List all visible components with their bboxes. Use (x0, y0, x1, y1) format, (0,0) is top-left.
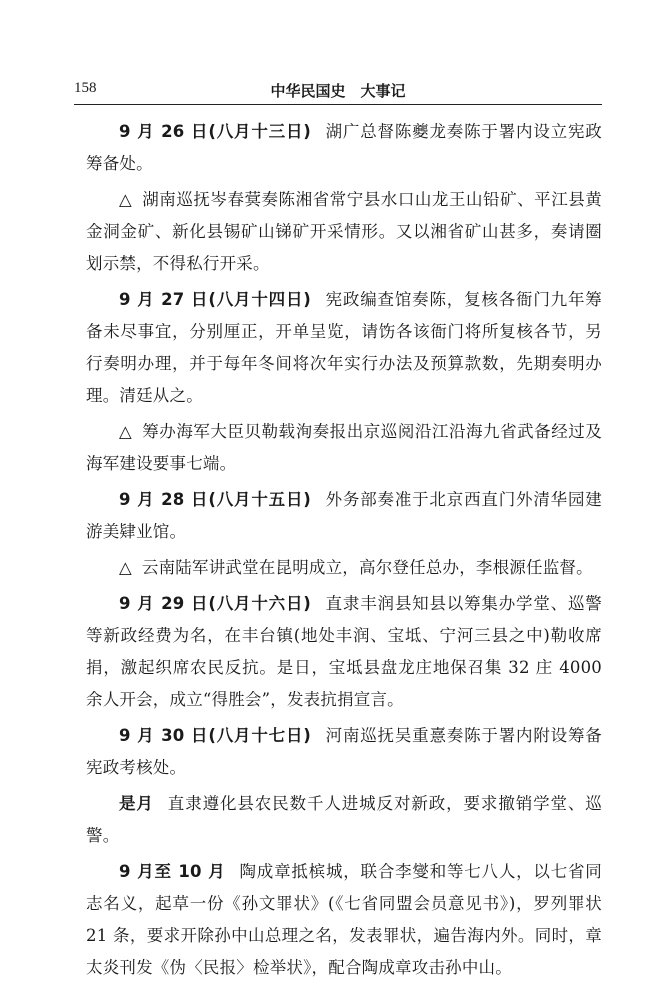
running-header (74, 80, 602, 104)
entry-sep-oct (86, 856, 602, 984)
page-body (86, 116, 602, 988)
entry-sep-26-supplement (86, 184, 602, 280)
entry-date: 9 月至 10 月 (119, 862, 226, 881)
entry-sep-29 (86, 588, 602, 716)
header-rule (74, 104, 602, 105)
entry-text: 外务部奏准于北京西直门外清华园建游美肄业馆。 (86, 490, 602, 541)
entry-text: 河南巡抚吴重憙奏陈于署内附设筹备宪政考核处。 (86, 726, 602, 777)
entry-sep-30 (86, 720, 602, 784)
entry-date: 9 月 29 日(八月十六日) (119, 594, 311, 613)
entry-date: 9 月 30 日(八月十七日) (119, 726, 311, 745)
entry-sep-28-supplement (86, 552, 602, 584)
triangle-marker-icon: △ (119, 190, 133, 209)
entry-date: 9 月 28 日(八月十五日) (119, 490, 311, 509)
entry-this-month (86, 788, 602, 852)
entry-text: 直隶遵化县农民数千人进城反对新政，要求撤销学堂、巡警。 (86, 794, 602, 845)
entry-text: 宪政编查馆奏陈，复核各衙门九年筹备未尽事宜，分别厘正，开单呈览，请饬各该衙门将所复核各节，另行奏明办理，并于每年冬间将次年实行办法及预算款数，先期奏明办理。清廷从之。 (86, 290, 602, 405)
running-title: 中华民国史 大事记 (270, 82, 406, 100)
triangle-marker-icon: △ (119, 558, 132, 577)
entry-date: 9 月 26 日(八月十三日) (119, 122, 311, 141)
entry-sep-26 (86, 116, 602, 180)
entry-sep-27 (86, 284, 602, 412)
entry-text: 陶成章抵槟城，联合李燮和等七八人，以七省同志名义，起草一份《孙文罪状》(《七省同盟会员意见书》)，罗列罪状 21 条，要求开除孙中山总理之名，发表罪状，遍告海内外。同时，章太炎刊发《伪〈民报〉检举状》，配合陶成章攻击孙中山。 (86, 862, 602, 977)
triangle-marker-icon: △ (119, 422, 133, 441)
entry-text: 云南陆军讲武堂在昆明成立，高尔登任总办，李根源任监督。 (141, 558, 593, 577)
entry-date: 是月 (119, 794, 154, 813)
entry-sep-28 (86, 484, 602, 548)
page-number: 158 (74, 80, 97, 96)
entry-text: 湖南巡抚岑春蓂奏陈湘省常宁县水口山龙王山铅矿、平江县黄金洞金矿、新化县锡矿山锑矿开采情形。又以湘省矿山甚多，奏请圈划示禁，不得私行开采。 (86, 190, 602, 273)
entry-text: 筹办海军大臣贝勒载洵奏报出京巡阅沿江沿海九省武备经过及海军建设要事七端。 (86, 422, 602, 473)
entry-date: 9 月 27 日(八月十四日) (119, 290, 311, 309)
entry-text: 直隶丰润县知县以筹集办学堂、巡警等新政经费为名，在丰台镇(地处丰润、宝坻、宁河三县之中)勒收席捐，激起织席农民反抗。是日，宝坻县盘龙庄地保召集 32 庄 4000 余人开会，成立“得胜会”，发表抗捐宣言。 (86, 594, 602, 709)
entry-sep-27-supplement (86, 416, 602, 480)
entry-text: 湖广总督陈夔龙奏陈于署内设立宪政筹备处。 (86, 122, 602, 173)
